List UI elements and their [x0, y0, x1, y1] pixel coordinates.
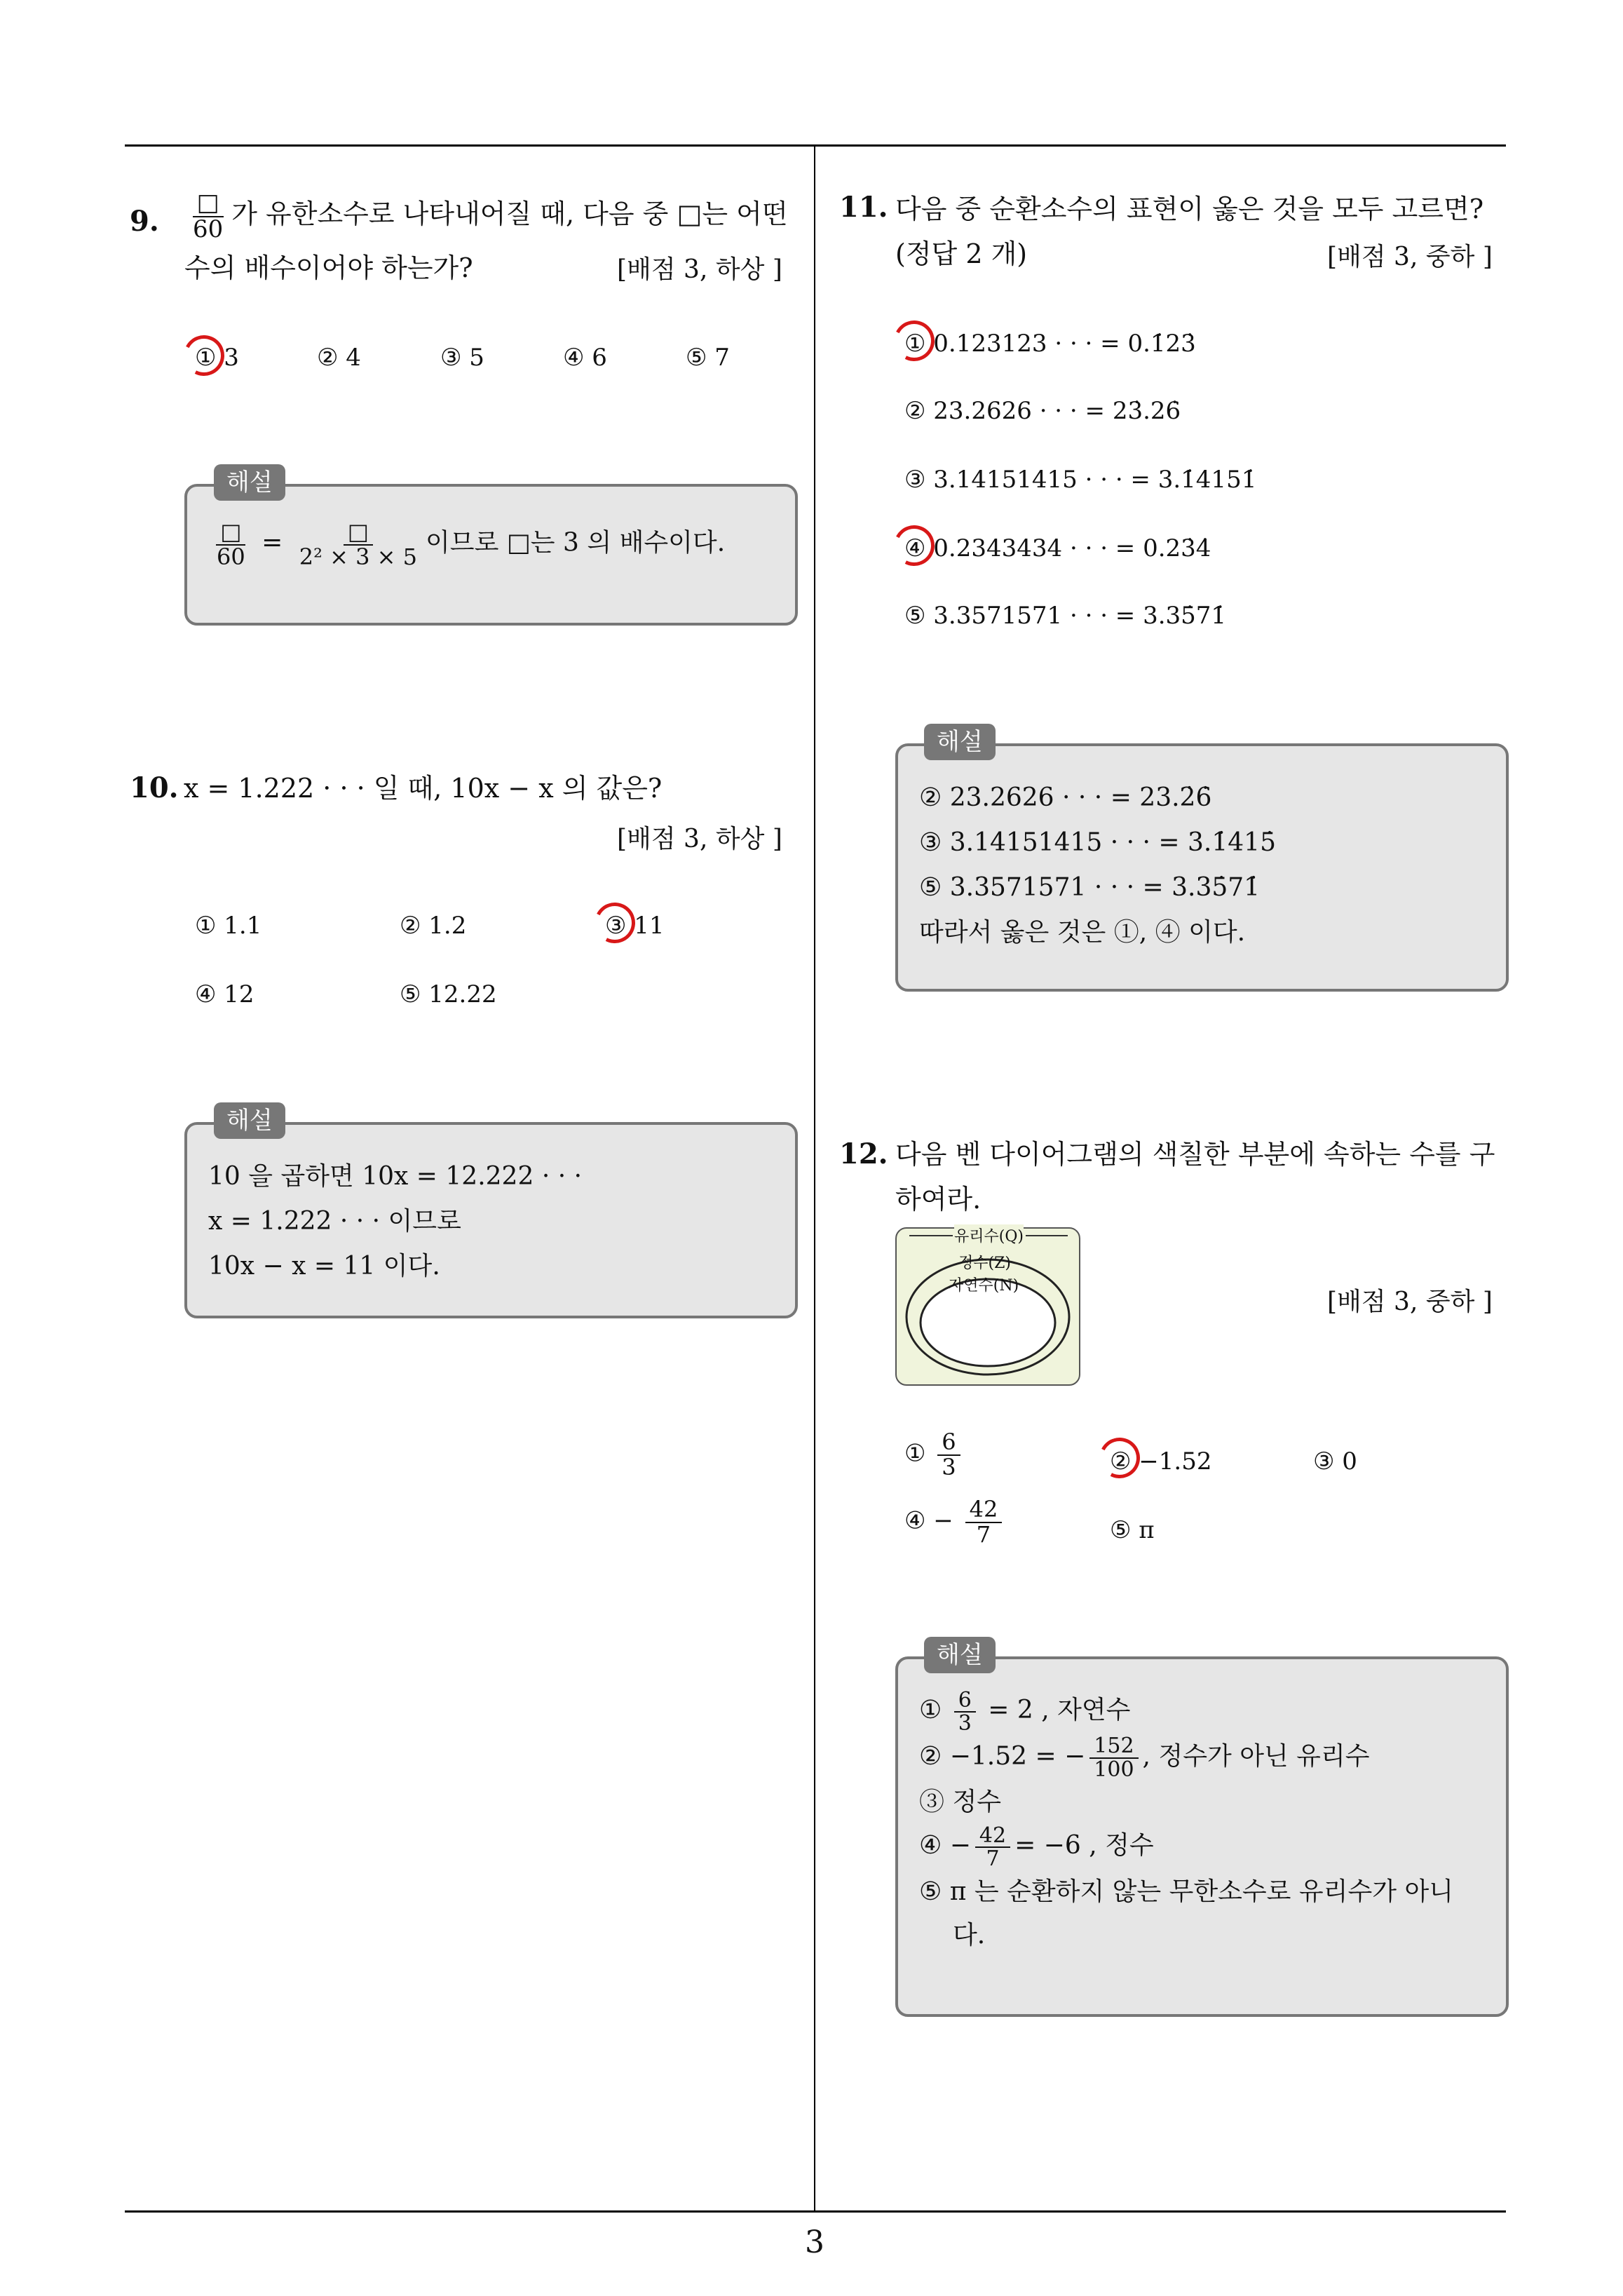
q12-text-line2: 하여라.: [895, 1184, 982, 1215]
q12-opt4-num: 42: [965, 1498, 1003, 1523]
q11-text-line2: (정답 2 개): [895, 238, 1028, 269]
venn-label-natural: 자연수(N): [949, 1277, 1019, 1295]
q12-option-1[interactable]: [904, 1431, 965, 1479]
q10-exp-line-1: 10 을 곱하면 10x = 12.222 · · ·: [208, 1162, 583, 1191]
q10-text: x = 1.222 · · · 일 때, 10x − x 의 값은?: [184, 773, 663, 804]
q9-exp-frac2: [295, 520, 421, 569]
q12-opt1-frac: [937, 1431, 960, 1479]
q12-exp1-mark: ①: [919, 1696, 942, 1724]
venn-label-integer: 정수(Z): [958, 1255, 1011, 1272]
q9-fraction: [189, 191, 227, 242]
q12-exp1-num: 6: [954, 1689, 976, 1713]
q10-option-1[interactable]: ① 1.1: [195, 912, 262, 940]
q9-option-5[interactable]: ⑤ 7: [686, 344, 730, 372]
q12-opt4-frac: [965, 1498, 1003, 1546]
venn-label-rational: 유리수(Q): [954, 1224, 1024, 1246]
q10-option-4[interactable]: ④ 12: [195, 980, 254, 1008]
q9-explanation-box: [184, 484, 798, 626]
q12-text-line1: 다음 벤 다이어그램의 색칠한 부분에 속하는 수를 구: [895, 1139, 1495, 1170]
q9-exp-frac2-num: □: [344, 520, 373, 546]
q11-exp-line-3: ⑤ 3.3571571 · · · = 3.35̇71̇: [919, 873, 1261, 902]
top-rule: [125, 144, 1506, 147]
q12-explanation-box: [895, 1656, 1509, 2017]
q12-number: 12.: [839, 1137, 888, 1170]
q12-opt1-num: 6: [942, 1429, 956, 1455]
q12-exp4-head: ④ −: [919, 1831, 971, 1860]
q11-explanation-tag: 해설: [924, 724, 996, 760]
q12-exp2-head: ② −1.52 = −: [919, 1741, 1086, 1771]
q10-explanation-box: [184, 1122, 798, 1318]
q9-exp-tail: 이므로 □는 3 의 배수이다.: [426, 528, 726, 558]
venn-diagram: [895, 1227, 1080, 1386]
q12-exp4-num: 42: [975, 1825, 1010, 1849]
q12-opt1-den: 3: [937, 1454, 960, 1480]
q9-option-1[interactable]: ① 3: [195, 344, 239, 372]
q9-option-2[interactable]: ② 4: [317, 344, 361, 372]
q10-explanation-tag: 해설: [214, 1102, 285, 1139]
q12-exp-line-2: [919, 1735, 1485, 1781]
q12-answer-mark: [1094, 1432, 1145, 1483]
q12-exp1-tail: = 2 , 자연수: [988, 1696, 1131, 1724]
q9-text-line1: [184, 191, 788, 242]
q12-opt4-den: 7: [976, 1520, 991, 1548]
q12-exp-line-3: ③ 정수: [919, 1788, 1001, 1816]
q9-frac-den: 60: [193, 215, 224, 243]
q12-explanation-tag: 해설: [924, 1637, 996, 1673]
q9-answer-mark: [178, 330, 229, 381]
q9-exp-frac1-den: 60: [217, 543, 245, 570]
q11-exp-line-2: ③ 3.14151415 · · · = 3.1̇415̇: [919, 828, 1276, 857]
q9-explanation-tag: 해설: [214, 464, 285, 501]
q11-exp-line-1: ② 23.2626 · · · = 23.2̇6̇: [919, 783, 1212, 812]
q12-option-5[interactable]: ⑤ π: [1110, 1516, 1155, 1544]
q10-option-5[interactable]: ⑤ 12.22: [400, 980, 497, 1008]
q11-score: [배점 3, 중하 ]: [1327, 243, 1493, 271]
q10-score: [배점 3, 하상 ]: [617, 825, 782, 853]
q9-exp-frac2-den: 2² × 3 × 5: [299, 543, 418, 570]
q12-exp-line-6: 다.: [953, 1920, 986, 1950]
q11-number: 11.: [839, 191, 888, 224]
q10-answer-mark: [589, 897, 640, 948]
q11-option-3[interactable]: ③ 3.14151415 · · · = 3.1̇4151̇: [904, 466, 1257, 494]
bottom-rule: [125, 2210, 1506, 2213]
q12-exp2-num: 152: [1089, 1735, 1138, 1759]
column-divider: [814, 144, 815, 2212]
q12-opt4-mark: ④ −: [904, 1506, 953, 1535]
q11-text-line1: 다음 중 순환소수의 표현이 옳은 것을 모두 고르면?: [895, 194, 1484, 224]
q11-option-5[interactable]: ⑤ 3.3571571 · · · = 3.35̇71̇: [904, 602, 1227, 630]
q12-exp-line-5: ⑤ π 는 순환하지 않는 무한소수로 유리수가 아니: [919, 1877, 1454, 1906]
q10-option-2[interactable]: ② 1.2: [400, 912, 467, 940]
q9-number: 9.: [130, 205, 159, 238]
q12-exp1-frac: [954, 1689, 976, 1735]
q12-exp-line-1: [919, 1689, 1485, 1735]
q10-number: 10.: [130, 771, 179, 804]
q9-exp-frac1-num: □: [216, 520, 245, 546]
q12-score: [배점 3, 중하 ]: [1327, 1288, 1493, 1316]
q9-option-4[interactable]: ④ 6: [563, 344, 607, 372]
q9-exp-eq: =: [262, 528, 283, 558]
q9-option-3[interactable]: ③ 5: [440, 344, 484, 372]
q10-exp-line-2: x = 1.222 · · · 이므로: [208, 1207, 461, 1236]
q12-exp1-den: 3: [958, 1711, 972, 1736]
q12-exp2-frac: [1089, 1735, 1138, 1781]
q12-exp4-frac: [975, 1825, 1010, 1870]
q11-explanation-box: [895, 743, 1509, 992]
q9-exp-frac1: [212, 520, 250, 569]
page-number: 3: [805, 2224, 824, 2260]
q12-exp-line-4: [919, 1824, 1485, 1870]
q11-answer-mark-1: [888, 315, 939, 366]
q9-text-line2: 수의 배수이어야 하는가?: [184, 252, 473, 283]
q9-explanation-line: [208, 520, 774, 569]
q9-score: [배점 3, 하상 ]: [617, 255, 782, 284]
q9-frac-num: □: [193, 191, 224, 217]
q11-option-2[interactable]: ② 23.2626 · · · = 23̇.26̇: [904, 397, 1181, 425]
q11-option-1[interactable]: ① 0.123123 · · · = 0.1̇23̇: [904, 330, 1196, 358]
q9-text-a: 가 유한소수로 나타내어질 때, 다음 중 □는 어떤: [231, 198, 788, 230]
q12-option-4[interactable]: [904, 1498, 1006, 1546]
q12-option-3[interactable]: ③ 0: [1313, 1447, 1357, 1475]
q11-answer-mark-4: [888, 520, 939, 571]
q12-option-2[interactable]: ② −1.52: [1110, 1447, 1212, 1475]
q10-exp-line-3: 10x − x = 11 이다.: [208, 1252, 440, 1281]
q12-opt1-mark: ①: [904, 1439, 926, 1468]
q12-exp2-den: 100: [1094, 1757, 1134, 1782]
q10-option-3[interactable]: ③ 11: [605, 912, 665, 940]
q11-exp-line-4: 따라서 옳은 것은 ①, ④ 이다.: [919, 918, 1246, 947]
q12-exp2-tail: , 정수가 아닌 유리수: [1142, 1741, 1370, 1771]
q12-exp4-den: 7: [986, 1846, 1000, 1871]
q12-exp4-tail: = −6 , 정수: [1014, 1831, 1154, 1860]
q11-option-4[interactable]: ④ 0.2343434 · · · = 0.23̇4̇: [904, 534, 1211, 562]
